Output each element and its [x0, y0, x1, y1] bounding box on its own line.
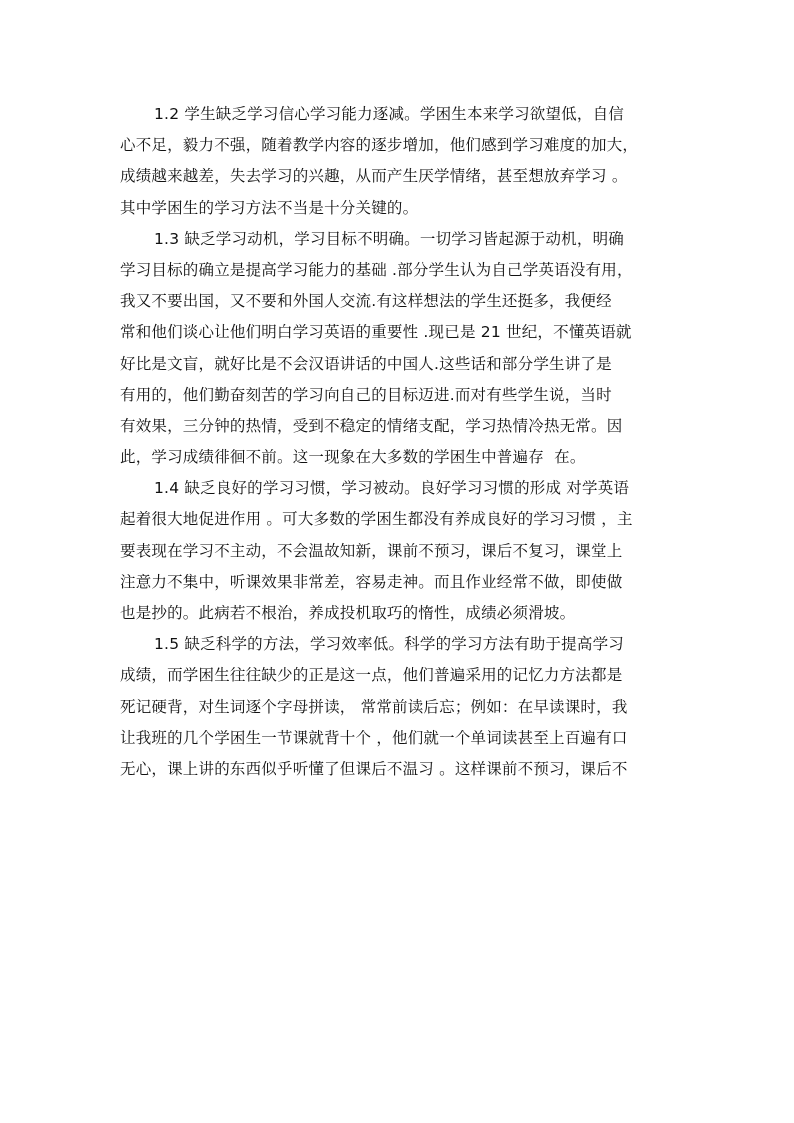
text-line: 心不足，毅力不强，随着教学内容的逐步增加，他们感到学习难度的加大，	[120, 136, 639, 155]
text-line: 1.4 缺乏良好的学习习惯，学习被动。良好学习习惯的形成 对学英语	[154, 479, 630, 498]
text-line: 1.3 缺乏学习动机，学习目标不明确。一切学习皆起源于动机，明确	[154, 229, 624, 248]
text-line: 成绩，而学困生往往缺少的正是这一点，他们普遍采用的记忆力方法都是	[120, 666, 623, 685]
paragraph-1-4	[120, 473, 676, 629]
text-line: 死记硬背，对生词逐个字母拼读， 常常前读后忘；例如：在早读课时，我	[120, 697, 628, 716]
document-body	[120, 99, 676, 785]
text-line: 也是抄的。此病若不根治，养成投机取巧的惰性，成绩必须滑坡。	[120, 604, 576, 622]
text-line: 1.2 学生缺乏学习信心学习能力逐减。学困生本来学习欲望低，自信	[154, 105, 624, 123]
text-line: 其中学困生的学习方法不当是十分关键的。	[120, 198, 419, 217]
text-line: 起着很大地促进作用 。可大多数的学困生都没有养成良好的学习习惯 ，主	[120, 510, 633, 529]
text-line: 好比是文盲，就好比是不会汉语讲话的中国人.这些话和部分学生讲了是	[120, 354, 612, 373]
paragraph-1-2	[120, 99, 676, 224]
text-line: 成绩越来越差，失去学习的兴趣，从而产生厌学情绪，甚至想放弃学习 。	[120, 167, 628, 186]
text-line: 常和他们谈心让他们明白学习英语的重要性 .现已是 21 世纪，不懂英语就	[120, 323, 632, 342]
text-line: 学习目标的确立是提高学习能力的基础 .部分学生认为自己学英语没有用，	[120, 260, 633, 279]
text-line: 1.5 缺乏科学的方法，学习效率低。科学的学习方法有助于提高学习	[154, 635, 624, 654]
text-line: 我又不要出国，又不要和外国人交流.有这样想法的学生还挺多，我便经	[120, 292, 612, 311]
paragraph-1-5	[120, 629, 676, 785]
text-line: 让我班的几个学困生一节课就背十个 ，他们就一个单词读甚至上百遍有口	[120, 728, 628, 747]
text-line: 无心，课上讲的东西似乎听懂了但课后不温习 。这样课前不预习，课后不	[120, 759, 628, 778]
text-line: 有用的，他们勤奋刻苦的学习向自己的目标迈进.而对有些学生说，当时	[120, 385, 612, 404]
text-line: 此，学习成绩徘徊不前。这一现象在大多数的学困生中普遍存 在。	[120, 448, 586, 467]
text-line: 有效果，三分钟的热情，受到不稳定的情绪支配，学习热情冷热无常。因	[120, 416, 623, 435]
text-line: 要表现在学习不主动，不会温故知新，课前不预习，课后不复习，课堂上	[120, 541, 623, 560]
text-line: 注意力不集中，听课效果非常差，容易走神。而且作业经常不做，即使做	[120, 572, 623, 591]
paragraph-1-3	[120, 224, 676, 474]
